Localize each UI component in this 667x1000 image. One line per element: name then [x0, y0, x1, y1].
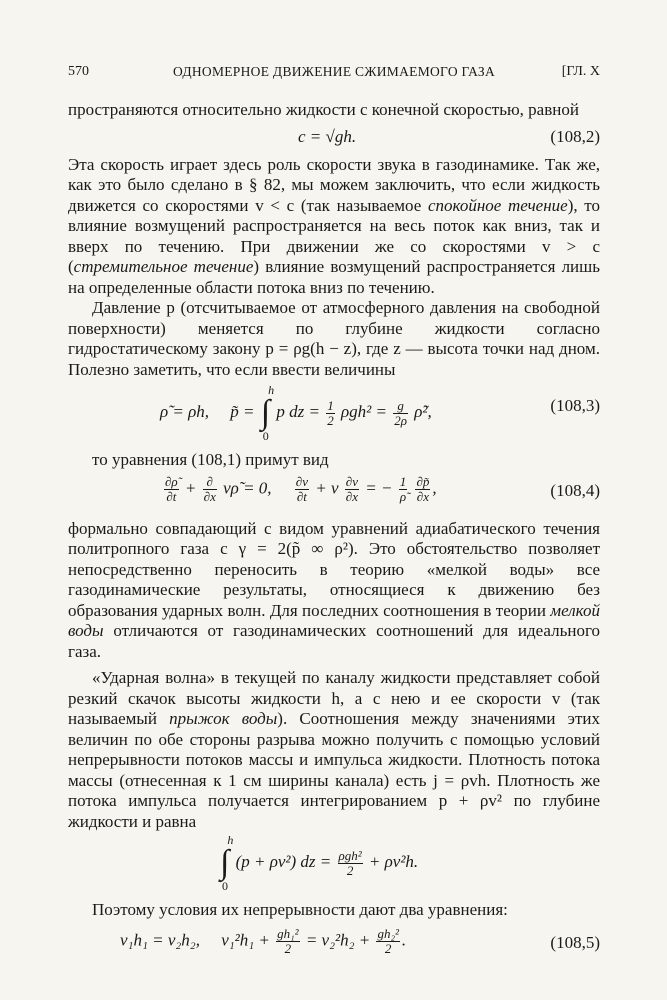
- equation-number: (108,2): [550, 126, 600, 146]
- fraction: [415, 475, 430, 504]
- paragraph-1: пространяются относительно жидкости с конечной скоростью, равной: [68, 100, 579, 119]
- paragraph-6: [68, 668, 600, 832]
- fraction: [338, 849, 363, 878]
- numerator: 1: [399, 473, 407, 489]
- running-title: ОДНОМЕРНОЕ ДВИЖЕНИЕ СЖИМАЕМОГО ГАЗА: [172, 64, 496, 79]
- text-run: ), то влияние возмущений распространяется на весь поток как вниз, так и вверх по течению. При движении же со скоростями v > c (: [68, 195, 600, 276]
- numerator: ∂: [203, 475, 217, 490]
- formula-part: ρ̃ = ρh,: [160, 401, 210, 421]
- formula-part: v₁h₁ = v₂h₂,: [120, 929, 200, 949]
- fraction: [399, 475, 408, 504]
- integral-upper-limit: h: [268, 383, 275, 397]
- formula-part: p dz =: [276, 401, 320, 421]
- equation-formula: [218, 833, 419, 893]
- equation-number: (108,4): [550, 480, 600, 500]
- text-run: формально совпадающий с видом уравнений адиабатического течения политропного газа с γ = 2(p̃ ∞ ρ²). Это обстоятельство позволяет непосредственно переносить в теорию «мелкой воды» все газодинамические результаты, относящиеся к движению без образования ударных волн. Для последних соотношения в теории: [68, 518, 600, 620]
- numerator: ∂v: [295, 473, 308, 489]
- text-run: Эта скорость играет здесь роль скорости звука в газодинамике. Так же, как это было сделано в § 82, мы можем заключить, что если жидкость движется со скоростями v < c (так называемое: [68, 154, 600, 215]
- numerator: ρgh²: [338, 847, 362, 863]
- equation-108-3: [68, 380, 600, 442]
- numerator: ∂p̃: [416, 473, 430, 489]
- denominator: 2: [327, 412, 334, 428]
- text-run: ). Соотношения между значениями этих величин по обе стороны разрыва можно получить с помощью условий непрерывности потоков массы и импульса жидкости. Плотность потока массы (отнесенная к 1 см ширины канала) есть j = ρvh. Плотность же потока импульса получается интегрированием p + ρv² по глубине жидкости и равна: [68, 709, 601, 831]
- denominator: ∂t: [296, 488, 307, 504]
- paragraph-5: [68, 519, 600, 663]
- text-run: ) влияние возмущений распространяется лишь на определенные области потока вниз по течению.: [68, 257, 600, 297]
- emphasis: стремительное течение: [73, 257, 254, 276]
- equation-formula: [120, 927, 406, 956]
- fraction: [203, 475, 217, 504]
- numerator: ∂v: [345, 473, 358, 489]
- denominator: 2: [284, 940, 292, 956]
- running-header: [68, 64, 600, 84]
- fraction: [276, 927, 299, 956]
- emphasis: спокойное течение: [427, 195, 568, 215]
- equation-formula: [160, 383, 432, 443]
- denominator: 2: [384, 940, 392, 956]
- numerator: ∂ρ̃: [165, 473, 178, 489]
- denominator: ρ̃: [399, 488, 407, 504]
- numerator: gh₂²: [377, 925, 399, 941]
- integral-upper-limit: h: [227, 833, 234, 847]
- formula-part: = v₂²h₂ +: [305, 929, 371, 949]
- fraction: [326, 399, 335, 428]
- integral-lower-limit: 0: [262, 429, 269, 443]
- paragraph-3: Давление p (отсчитываемое от атмосферного давления на свободной поверхности) меняется по глубине жидкости согласно гидростатическому закону p = ρg(h − z), где z — высота точки над дном. Полезно заметить, что если ввести величины: [68, 298, 600, 379]
- equation-formula: $\frac{\partial\rhõ}{\partial t}$ + $\frac{\partial}{\partial x}$ vρ̃ = 0, $\frac{\partial v}{\partial t}$ + v $\frac{\partial v}{\partial x}$ = − $\frac{1}{\rhõ}$ $\frac{\partial p̃}{\partial x}$ ,: [165, 473, 437, 504]
- denominator: ∂x: [203, 488, 216, 504]
- formula-part: vρ̃ = 0,: [223, 477, 272, 497]
- emphasis: прыжок воды: [169, 709, 278, 728]
- integral-sign: ∫ h 0: [260, 383, 275, 443]
- paragraph-4: то уравнения (108,1) примут вид: [92, 450, 329, 469]
- fraction: [376, 927, 399, 956]
- formula-part: ρgh² =: [340, 401, 387, 421]
- text-run: «Ударная волна» в текущей по каналу жидкости представляет собой резкий скачок высоты жидкости h, а с нею и ее скорости v (так называемый: [68, 668, 600, 728]
- denominator: ∂x: [416, 488, 429, 504]
- emphasis: мелкой воды: [68, 600, 600, 640]
- denominator: ∂t: [166, 488, 177, 504]
- equation-108-5: [68, 921, 600, 965]
- fraction: [295, 475, 309, 504]
- denominator: 2ρ: [394, 412, 407, 428]
- formula-part: + v: [315, 477, 339, 497]
- integral-lower-limit: 0: [222, 879, 228, 893]
- formula-part: v₁²h₁ +: [221, 929, 270, 949]
- formula-part: p̃ =: [230, 401, 255, 421]
- equation-108-4: [68, 471, 600, 513]
- formula-part: + ρv²h.: [368, 851, 419, 871]
- chapter-label: [ГЛ. X: [561, 64, 600, 79]
- formula-part: = −: [365, 477, 393, 497]
- page-body: [68, 100, 600, 965]
- paragraph-7: Поэтому условия их непрерывности дают два уравнения:: [92, 900, 508, 919]
- formula-part: (p + ρv²) dz =: [235, 851, 332, 871]
- formula-part: ,: [432, 477, 437, 497]
- denominator: ∂x: [345, 488, 358, 504]
- integral-sign: ∫ h 0: [220, 833, 234, 893]
- text-run: отличаются от газодинамических соотношений для идеального газа.: [68, 621, 600, 661]
- equation-momentum-flux: [68, 832, 600, 892]
- fraction: [393, 399, 408, 428]
- formula-part: ρ̃²,: [414, 401, 432, 421]
- equation-number: (108,5): [550, 932, 600, 952]
- page-number: 570: [68, 64, 89, 79]
- numerator: gh₁²: [277, 925, 299, 941]
- denominator: 2: [346, 862, 354, 878]
- formula-part: .: [401, 929, 407, 949]
- paragraph-2: [68, 155, 600, 299]
- equation-number: (108,3): [550, 396, 600, 415]
- numerator: g: [393, 399, 408, 414]
- equation-108-2: [68, 121, 600, 155]
- equation-formula: c = √gh.: [298, 126, 357, 146]
- fraction: [164, 475, 179, 504]
- numerator: 1: [327, 397, 334, 413]
- fraction: [345, 475, 359, 504]
